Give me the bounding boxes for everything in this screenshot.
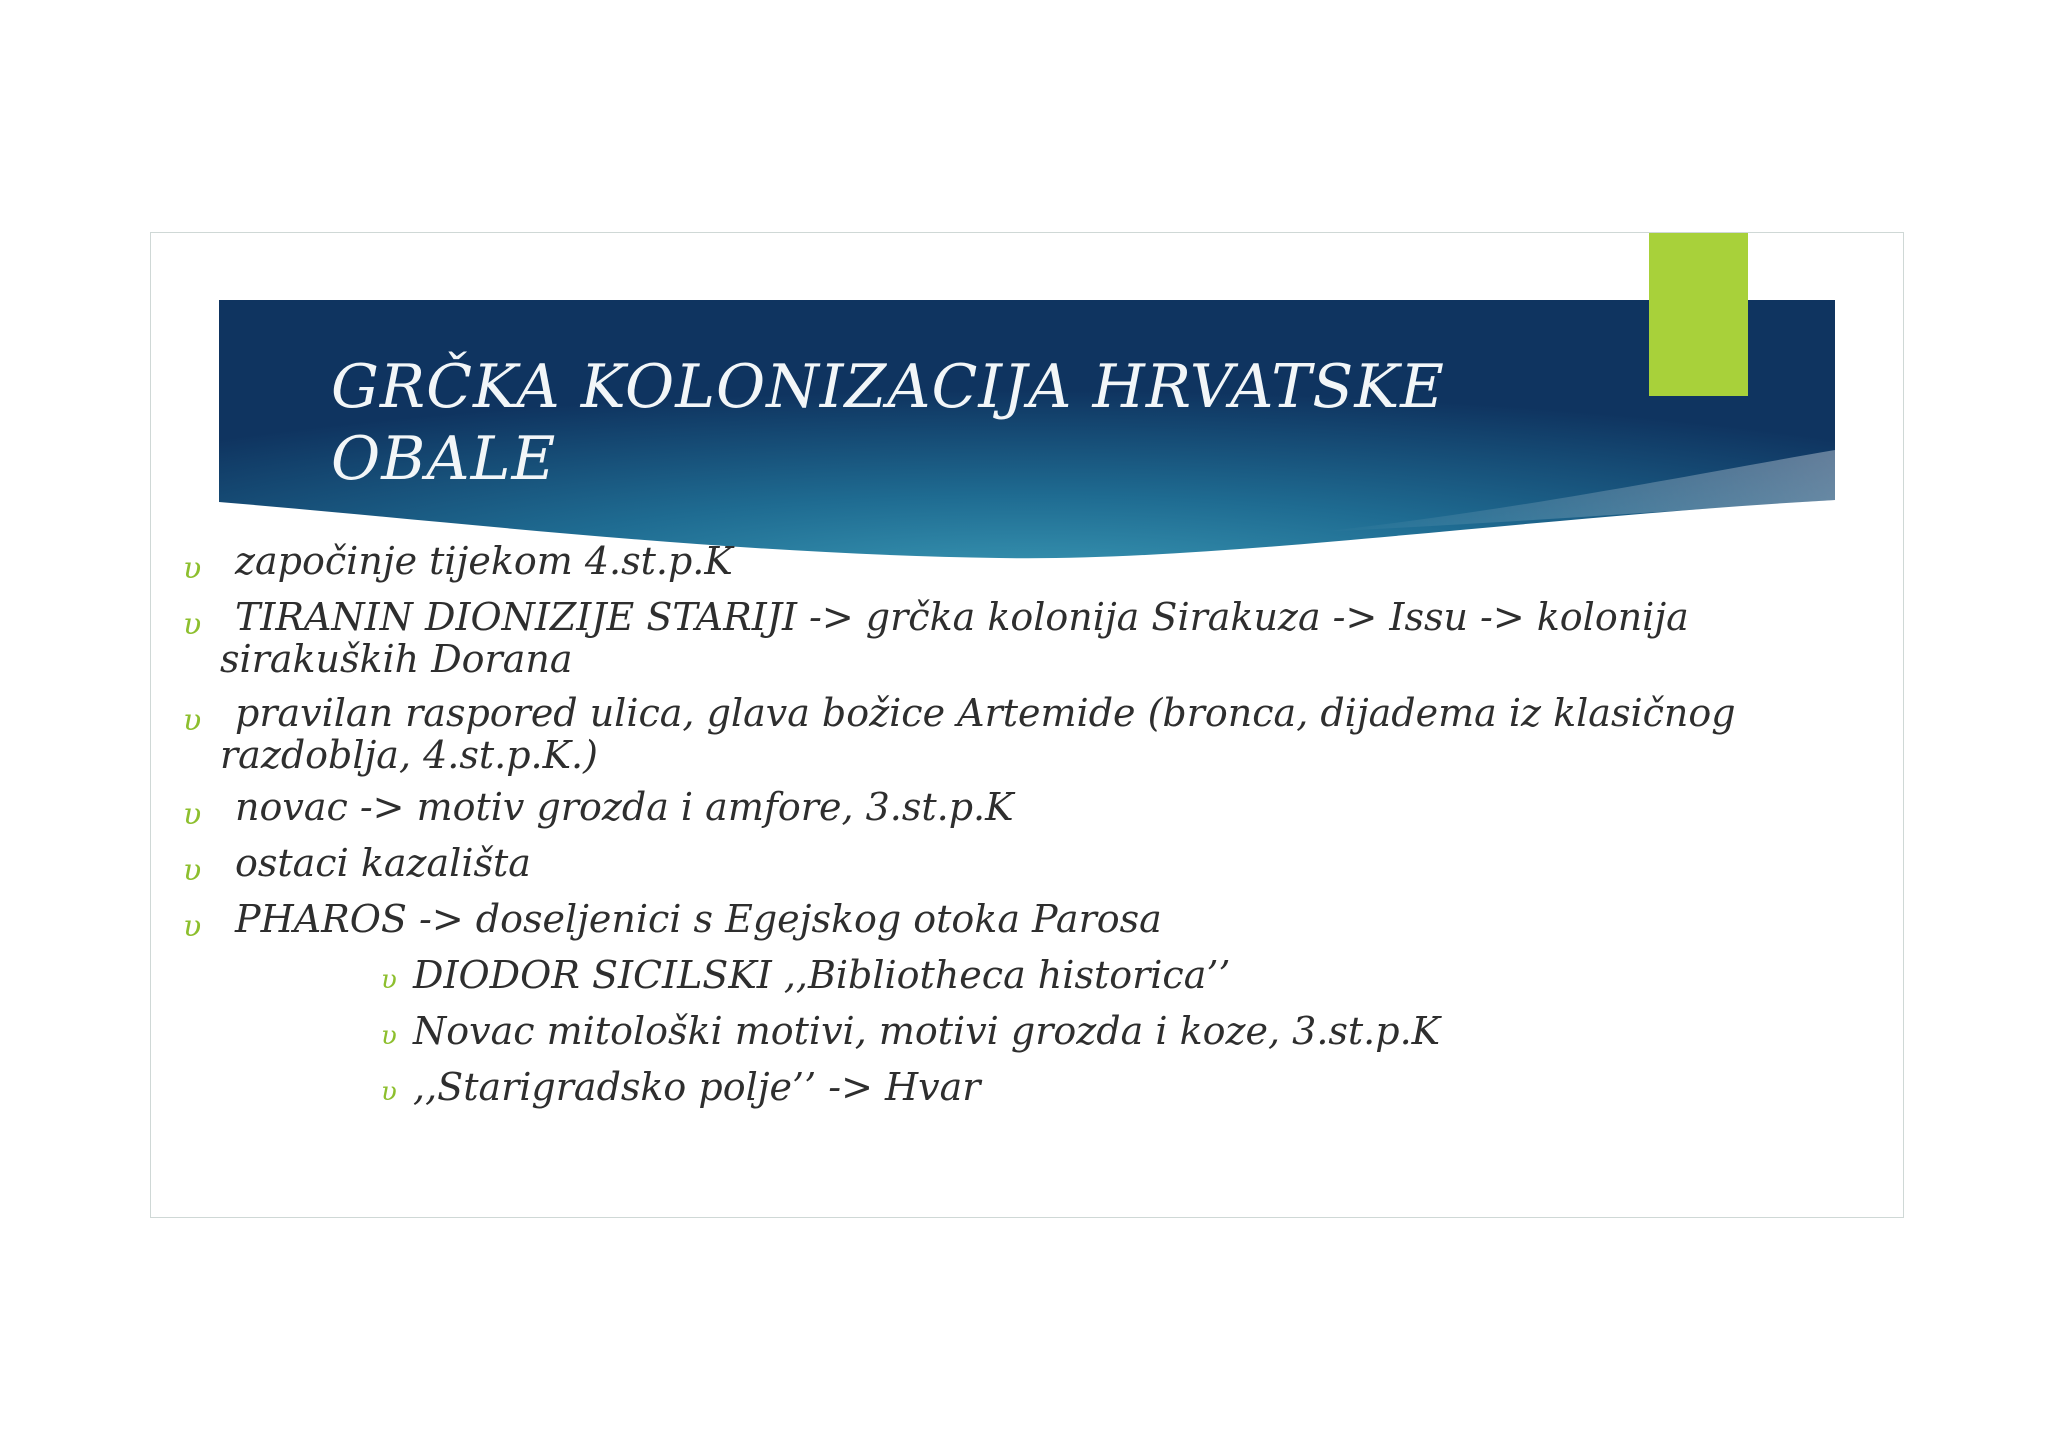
list-item-text-continued: razdoblja, 4.st.p.K.) <box>220 733 598 777</box>
list-item-text-continued: sirakuških Dorana <box>220 637 573 681</box>
list-item-text: pravilan raspored ulica, glava božice Artemide (bronca, dijadema iz klasičnog <box>235 691 1736 735</box>
sub-bullet-icon: υ <box>381 1077 397 1107</box>
sub-list-item-text: ,,Starigradsko polje’’ -> Hvar <box>413 1065 981 1109</box>
bullet-icon: υ <box>183 853 202 888</box>
slide-frame <box>150 232 1904 1218</box>
bullet-icon: υ <box>183 909 202 944</box>
sub-list-item-text: DIODOR SICILSKI ,,Bibliotheca historica’’ <box>413 953 1231 997</box>
bullet-icon: υ <box>183 607 202 642</box>
bullet-icon: υ <box>183 797 202 832</box>
list-item-text: TIRANIN DIONIZIJE STARIJI -> grčka kolonija Sirakuza -> Issu -> kolonija <box>235 595 1689 639</box>
bullet-list <box>151 233 1903 1217</box>
list-item-text: PHAROS -> doseljenici s Egejskog otoka Parosa <box>235 897 1162 941</box>
slide-title: GRČKA KOLONIZACIJA HRVATSKE OBALE <box>331 352 1445 494</box>
bullet-icon: υ <box>183 703 202 738</box>
list-item-text: ostaci kazališta <box>235 841 531 885</box>
bullet-icon: υ <box>183 551 202 586</box>
sub-bullet-icon: υ <box>381 965 397 995</box>
sub-bullet-icon: υ <box>381 1021 397 1051</box>
list-item-text: započinje tijekom 4.st.p.K <box>235 539 733 583</box>
sub-list-item-text: Novac mitološki motivi, motivi grozda i koze, 3.st.p.K <box>413 1009 1441 1053</box>
list-item-text: novac -> motiv grozda i amfore, 3.st.p.K <box>235 785 1014 829</box>
